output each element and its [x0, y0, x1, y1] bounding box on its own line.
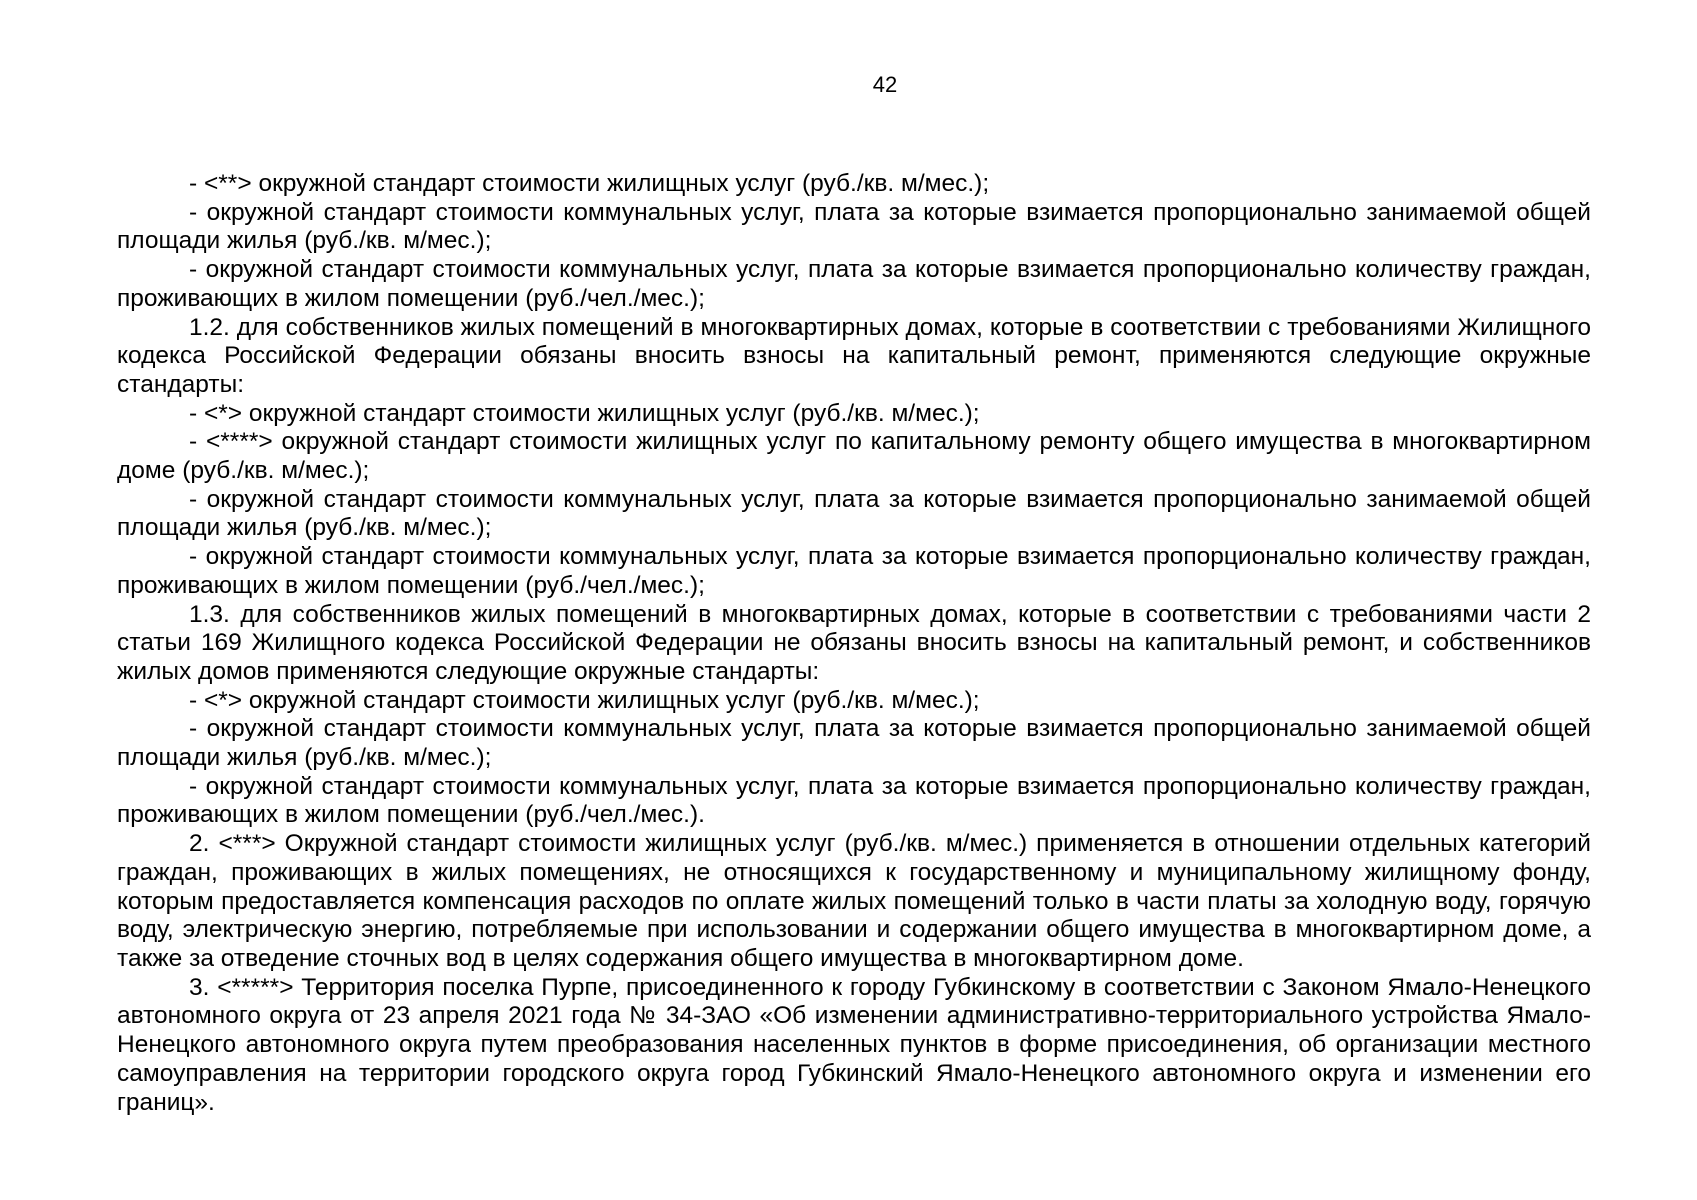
- paragraph-section-1-3: 1.3. для собственников жилых помещений в многоквартирных домах, которые в соответствии с требованиями части 2 статьи 169 Жилищного кодекса Российской Федерации не обязаны вносить взносы на капитальный ремонт, и собственников жилых домов применяются следующие окружные стандарты:: [117, 600, 1591, 685]
- paragraph-housing-standard-2star: - <**> окружной стандарт стоимости жилищных услуг (руб./кв. м/мес.);: [189, 170, 990, 197]
- paragraph-housing-standard-1star: - <*> окружной стандарт стоимости жилищных услуг (руб./кв. м/мес.);: [189, 686, 980, 714]
- page-number: 42: [872, 72, 898, 97]
- paragraph-utility-persons: - окружной стандарт стоимости коммунальных услуг, плата за которые взимается пропорционально количеству граждан, проживающих в жилом помещении (руб./чел./мес.);: [117, 543, 1591, 599]
- paragraph-utility-area: - окружной стандарт стоимости коммунальных услуг, плата за которые взимается пропорционально занимаемой общей площади жилья (руб./кв. м/мес.);: [117, 715, 1591, 772]
- paragraph-utility-area: - окружной стандарт стоимости коммунальных услуг, плата за которые взимается пропорционально занимаемой общей площади жилья (руб./кв. м/мес.);: [117, 485, 1591, 542]
- paragraph-utility-persons: - окружной стандарт стоимости коммунальных услуг, плата за которые взимается пропорционально количеству граждан, проживающих в жилом помещении (руб./чел./мес.);: [117, 256, 1591, 312]
- paragraph-section-1-2: 1.2. для собственников жилых помещений в многоквартирных домах, которые в соответствии с требованиями Жилищного кодекса Российской Федерации обязаны вносить взносы на капитальный ремонт, применяются следующие окружные стандарты:: [117, 313, 1591, 398]
- paragraph-utility-area: - окружной стандарт стоимости коммунальных услуг, плата за которые взимается пропорционально занимаемой общей площади жилья (руб./кв. м/мес.);: [117, 198, 1591, 255]
- paragraph-note-2: 2. <***> Окружной стандарт стоимости жилищных услуг (руб./кв. м/мес.) применяется в отношении отдельных категорий граждан, проживающих в жилых помещениях, не относящихся к государственному и муниципальному жилищному фонду, которым предоставляется компенсация расходов по оплате жилых помещений только в части платы за холодную воду, горячую воду, электрическую энергию, потребляемые при использовании и содержании общего имущества в многоквартирном доме, а также за отведение сточных вод в целях содержания общего имущества в многоквартирном доме.: [117, 830, 1591, 972]
- paragraph-utility-persons: - окружной стандарт стоимости коммунальных услуг, плата за которые взимается пропорционально количеству граждан, проживающих в жилом помещении (руб./чел./мес.).: [117, 772, 1591, 829]
- paragraph-note-3: 3. <*****> Территория поселка Пурпе, присоединенного к городу Губкинскому в соответствии с Законом Ямало-Ненецкого автономного округа от 23 апреля 2021 года № 34-ЗАО «Об изменении административно-территориального устройства Ямало-Ненецкого автономного округа путем преобразования населенных пунктов в форме присоединения, об организации местного самоуправления на территории городского округа город Губкинский Ямало-Ненецкого автономного округа и изменении его границ».: [117, 973, 1591, 1116]
- document-body: [117, 170, 1591, 1117]
- paragraph-housing-standard-1star: - <*> окружной стандарт стоимости жилищных услуг (руб./кв. м/мес.);: [189, 399, 980, 427]
- paragraph-capital-repair-4star: - <****> окружной стандарт стоимости жилищных услуг по капитальному ремонту общего имущества в многоквартирном доме (руб./кв. м/мес.);: [117, 428, 1591, 485]
